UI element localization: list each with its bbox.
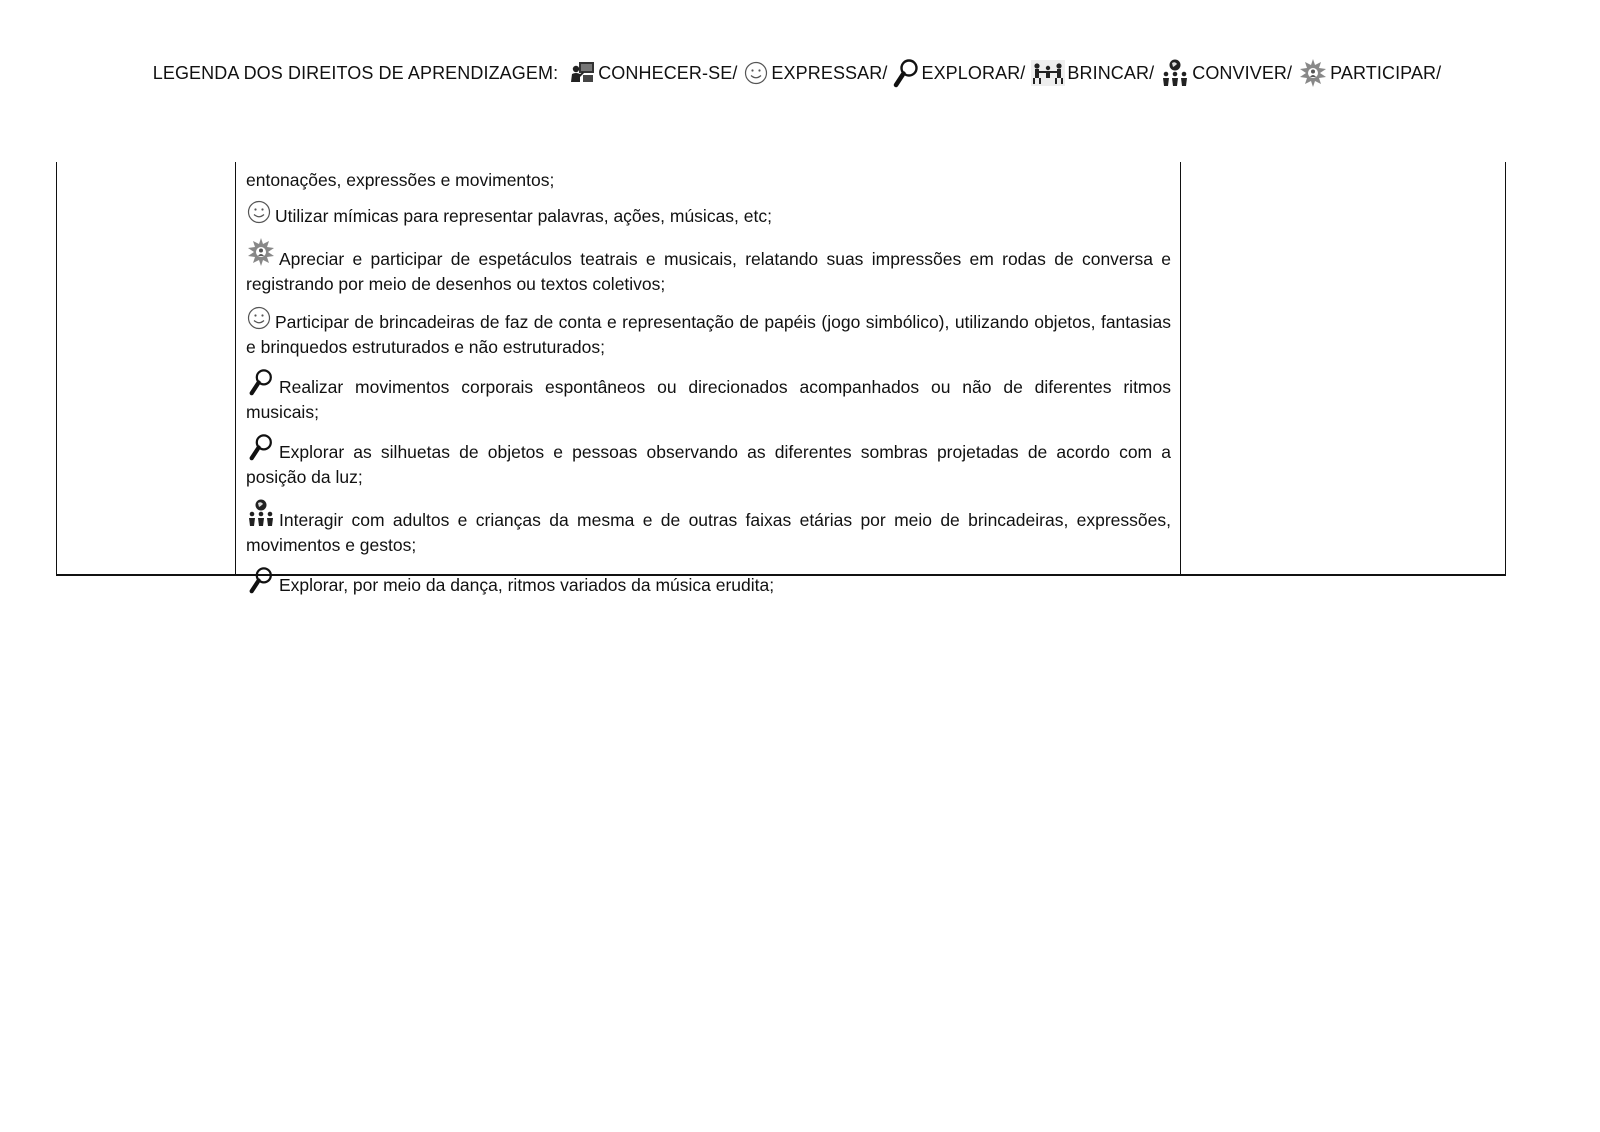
legend-text-expressar: EXPRESSAR/ [771,62,888,83]
smiley-icon [246,199,272,225]
legend-item-participar [1298,58,1447,88]
magnifier-icon [893,58,919,88]
list-item [246,305,1171,360]
legend-text-conviver: CONVIVER/ [1192,62,1293,83]
legend-text-participar: PARTICIPAR/ [1330,62,1442,83]
list-item [246,168,1171,193]
magnifier-icon [246,433,276,461]
list-item [246,237,1171,297]
table-border-right [1505,162,1506,574]
person-board-icon [570,60,596,86]
legend-item-expressar [743,60,893,86]
list-item-text: Participar de brincadeiras de faz de conta e representação de papéis (jogo simbólico), utilizando objetos, fantasias e brinquedos estruturados e não estruturados; [246,312,1171,357]
table-column-divider-2 [1180,162,1181,574]
gear-people-icon [1298,58,1328,88]
smiley-icon [246,305,272,331]
objectives-cell [246,168,1171,606]
legend-item-explorar [893,58,1031,88]
list-item-text: Explorar as silhuetas de objetos e pessoas observando as diferentes sombras projetadas de acordo com a posição da luz; [246,442,1171,487]
legend-item-conviver [1160,58,1298,88]
list-item [246,199,1171,229]
table-border-left [56,162,57,574]
legend-text-brincar: BRINCAR/ [1067,62,1155,83]
table-column-divider-1 [235,162,236,574]
list-item [246,566,1171,598]
list-item-text: Realizar movimentos corporais espontâneos ou direcionados acompanhados ou não de diferentes ritmos musicais; [246,377,1171,422]
list-item-text: Utilizar mímicas para representar palavras, ações, músicas, etc; [275,206,772,226]
gear-people-icon [246,237,276,267]
list-item [246,433,1171,490]
legend-item-conhecer [570,60,743,86]
list-item-text: Explorar, por meio da dança, ritmos variados da música erudita; [279,575,775,595]
list-item [246,498,1171,558]
legend-header [0,58,1600,88]
globe-people-icon [1160,58,1190,88]
magnifier-icon [246,368,276,396]
list-item-text: Apreciar e participar de espetáculos teatrais e musicais, relatando suas impressões em rodas de conversa e registrando por meio de desenhos ou textos coletivos; [246,249,1171,294]
magnifier-icon [246,566,276,594]
legend-label: LEGENDA DOS DIREITOS DE APRENDIZAGEM: [152,62,559,83]
legend-text-explorar: EXPLORAR/ [921,62,1026,83]
list-item-text: Interagir com adultos e crianças da mesma e de outras faixas etárias por meio de brincadeiras, expressões, movimentos e gestos; [246,510,1171,555]
legend-text-conhecer: CONHECER-SE/ [598,62,738,83]
rights-table [56,162,1506,595]
legend-item-brincar [1031,60,1160,86]
list-item [246,368,1171,425]
smiley-icon [743,60,769,86]
list-item-text: entonações, expressões e movimentos; [246,170,555,190]
children-playing-icon [1031,60,1065,86]
globe-people-icon [246,498,276,528]
